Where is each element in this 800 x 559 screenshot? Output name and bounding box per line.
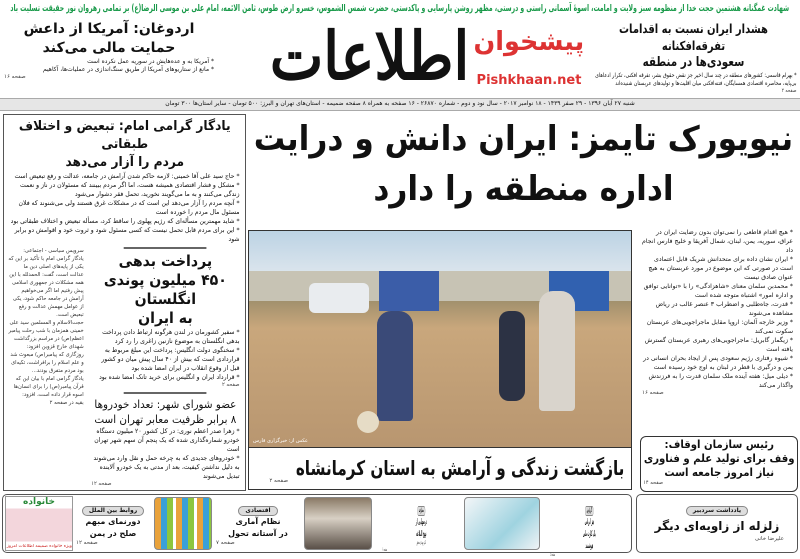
bullet: * سخنگوی دولت انگلیس: پرداخت این مبلغ مربوط به قراردادی است که بیش از ۴۰ سال پیش میان دو کشور قبل از وقوع انقلاب در ایران امضا شده بود [101, 346, 240, 372]
page-ref: صفحه ۶ [382, 547, 387, 553]
date-bar-area [4, 99, 796, 110]
ball [357, 411, 379, 433]
page-ref: صفحه ۲ [221, 382, 240, 388]
headline: وقف برای تولید علم و فناوری [643, 452, 795, 465]
headline: رئیس سازمان اوقاف: [664, 438, 774, 451]
supplement-footer: ویژه خانواده ضمیمه اطلاعات امروز [6, 544, 72, 549]
page-ref: صفحه ۷ [216, 540, 235, 546]
masthead-left-article[interactable] [4, 20, 214, 96]
bullet: * این برای مردم قابل تحمل نیست که کسی مسئول شود و ثروت خود و اقوامش دو برابر شود [14, 226, 240, 243]
teaser-maaref[interactable] [376, 497, 460, 551]
teaser-line: هر ایرانی [584, 517, 594, 526]
watermark-url-area [474, 72, 584, 92]
bullet: * شیوه رفتاری رژیم سعودی پس از ایجاد بحران انسانی در یمن و درگیری با قطر در لبنان به اوج خود رسیده است [643, 355, 793, 371]
main-headline[interactable] [250, 114, 796, 224]
teaser-line: درسهایی از [415, 517, 427, 526]
page-ref: صفحه ۲ [269, 478, 288, 484]
headline-line: اداره منطقه را دارد [372, 169, 674, 209]
section-tag: اقتصادی [238, 506, 277, 516]
page-ref: صفحه ۱۴ [643, 480, 663, 486]
article-imam[interactable] [5, 116, 244, 244]
awqaf-box[interactable] [643, 438, 795, 490]
text: حجت‌الاسلام و المسلمین سید علی خمینی همزمان با شب رحلت پیامبر اعظم(ص) در مراسم بزرگداشت شهدای خارج قزوین افزود: روزگاری که پیامبر(ص) مبعوث شد و علم اسلام را برافراشت، تکیه‌ای بود مردم متفرق بودند... [8, 320, 84, 374]
child [499, 311, 525, 401]
teaser-intl[interactable] [76, 497, 150, 551]
headline: نیاز امروز جامعه است [664, 466, 774, 479]
truck [379, 271, 439, 311]
caption-text: بازگشت زندگی و آرامش به استان کرمانشاه [295, 456, 625, 480]
article-uk-debt[interactable] [86, 252, 244, 389]
side-column [5, 244, 86, 488]
chart-graphic [154, 497, 212, 550]
teaser-report[interactable] [544, 497, 628, 558]
bullet: بی‌پایه، محاصره اقتصادی همسایگان، فتنه‌افکنی میان اقلیت‌ها و تولیدهای عربستان شنیده‌اند [614, 80, 796, 87]
watermark-area [474, 24, 584, 62]
family-title-area [6, 497, 72, 508]
divider [124, 247, 207, 249]
right-column-article[interactable] [636, 228, 798, 433]
divider [124, 392, 207, 394]
headline: ۴۵۰ میلیون پوندی انگلستان [103, 271, 227, 308]
page-ref: صفحه ۱۲ [76, 540, 98, 546]
bullet: * زیگمار گابریل: ماجراجویی‌های رهبری عربستان گسترش یافته است [644, 337, 793, 353]
child [539, 291, 575, 411]
teaser-line: هوشمند [585, 541, 594, 550]
text: یادگار گرامی امام با بیان این که قرآن پیامبر(ص) را برای انسان‌ها اسوه قرار داده است، افزود: [13, 376, 84, 398]
page-ref: صفحه ۲ [781, 88, 796, 94]
bullet: * حاج سید علی آقا خمینی: لازمه حاکم شدن آرامش در جامعه، عدالت و رفع تبعیض است [14, 172, 240, 180]
bullet: * محمدبن سلمان معنای «شاهزادگی» را با «توانایی توافق و اداره امور» اشتباه متوجه شده است [643, 283, 793, 299]
headline: عضو شورای شهر: تعداد خودروها [94, 398, 237, 411]
left-articles-box [5, 116, 244, 489]
headline: ۸ برابر ظرفیت معابر تهران است [94, 413, 237, 426]
watermark: پیشخوان [473, 27, 584, 57]
bullet: * مانع از ستاریوهای آمریکا از طریق سنگ‌اندازی در عملیات‌ها، آکاهیم [43, 66, 214, 73]
banner: شهادت غمگنانه هشتمین حجت خدا از منظومه سبز ولایت و امامت، اسوهٔ آسمانی راستی و درستی، مظهر روشن پارسایی و پاکدستی، حضرت شمس الشموس، خسرو ارض طوس، ثامن الائمه، امام علی بن موسی الرضا(ع) بر تمامی رهروان نور حقیقت تسلیت باد [10, 3, 790, 14]
headline: اردوغان: آمریکا از داعش [23, 21, 195, 37]
caption-page-area [252, 478, 288, 487]
photo-credit: عکس از: خبرگزاری فارس [253, 438, 309, 444]
car [309, 283, 369, 313]
page-ref: صفحه ۱۶ [4, 74, 26, 80]
bullet: * قدرت، جاه‌طلبی و اضطراب ۳ عنصر غالب در ریاض مشاهده می‌شوند [655, 301, 793, 317]
section-tag: روابط بین الملل [82, 506, 144, 516]
teaser-line: نظام آماری [235, 517, 281, 526]
page-ref: صفحه ۱۶ [642, 390, 664, 396]
photo-caption[interactable] [292, 451, 628, 487]
newspaper-logo: اطلاعات [270, 17, 470, 95]
watermark-url: Pishkhaan.net [476, 73, 582, 88]
bullet: * مشکل و فشار اقتصادی همیشه هست، اما اگر مردم ببینند که مسئولان در ناز و نعمت زندگی می‌کنند و به ما می‌گویند نخورید، تحمل فقر دشوار می‌شود [19, 181, 240, 198]
section-tag: گزارش [586, 507, 592, 514]
family-footer-area [6, 543, 72, 550]
bullet: * آنچه مردم را آزار می‌دهد این است که در مشکلات غرق هستند ولی می‌شنوند که فلان مسئول مال مردم را خورده است [18, 199, 240, 216]
bullet: * شاید مهمترین مسأله‌ای که رژیم پهلوی را ساقط کرد، مسأله تبعیض و اختلاف طبقاتی بود [10, 217, 240, 225]
bullet: * هیچ اقدام قاطعی را نمی‌توان بدون رضایت ایران در عراق، سوریه، یمن، لبنان، شمال آفریقا و خلیج فارس انجام داد [641, 229, 793, 254]
text: سرویس سیاسی - اجتماعی: [22, 248, 84, 254]
bullet: * قرارداد ایران و انگلیس برای خرید تانک امضا شده بود [98, 373, 240, 381]
text: یادگار گرامی امام با تأکید بر این که یکی از پایه‌های اصلی دین ما عدالت است، گفت: الحمدلله با این همه مشکلات در جمهوری اسلامی پیش رفتیم اما اگر می‌خواهیم آرامش در جامعه حاکم شود، یکی از عوامل مهمش عدالت و رفع تبعیض است. [8, 256, 84, 318]
portrait-image [304, 497, 372, 550]
teaser-line: صلح در یمن [89, 529, 137, 538]
supplement-title: خانواده [23, 497, 55, 507]
headline-line: نیویورک تایمز: ایران دانش و درایت [253, 119, 793, 159]
headline: هشدار ایران نسبت به اقدامات تفرقه‌افکنانه [618, 21, 768, 53]
bullet: * ایران نشان داده برای متحدانش شریک قابل اعتمادی است در صورتی که این موضوع در مورد عربستان به هیچ عنوان صادق نیست [648, 256, 793, 281]
page-ref: صفحه ۱۲ [90, 481, 112, 487]
bullet: * سفیر کشورمان در لندن هرگونه ارتباط دادن پرداخت بدهی انگلستان به موضوع نازنین زاغری را رد کرد [101, 328, 240, 345]
child [377, 311, 413, 421]
bullet: * خودروهای جدیدی که به چرخه حمل و نقل وارد می‌شوند به دلیل نداشتن کیفیت، بعد از مدتی به یک خودرو آلاینده تبدیل می‌شوند [93, 454, 240, 480]
bullet: * دیلی میل: هفته آینده ملک سلمان قدرت را به فرزندش واگذار می‌کند [648, 373, 793, 389]
main-photo[interactable] [248, 230, 632, 448]
headline: حمایت مالی می‌کند [42, 40, 176, 56]
headline: مردم را آزار می‌دهد [65, 155, 184, 170]
teaser-economy[interactable] [216, 497, 300, 551]
headline: به ایران [137, 309, 193, 327]
page-ref: صفحه ۵ [550, 552, 555, 558]
teaser-line: نهج البلاغه [416, 529, 427, 538]
masthead-right-article[interactable] [590, 20, 796, 96]
editorial-box[interactable] [640, 497, 794, 551]
bullet: * آمریکا به و عده‌هایش در سوریه عمل نکرده است [87, 58, 214, 65]
bullet: * بهرام قاسمی: کشورهای منطقه در چند سال اخیر جز نقض حقوق بشر، تفرقه افکنی، تکرار ادعاهای [594, 72, 796, 79]
section-tag: معارف [418, 507, 424, 514]
headline: پرداخت بدهی [118, 252, 212, 270]
id-card-image [464, 497, 540, 550]
date-bar: شنبه ۲۷ آبان ۱۳۹۶ - ۲۹ صفر ۱۴۳۹ - ۱۸ نوامبر ۲۰۱۷ - سال نود و دوم - شماره ۲۶۸۷۰ - ۱۶ صفحه به همراه ۸ صفحه ضمیمه - استان‌های تهران و البرز: ۵۰۰ تومان - سایر استان‌ها ۳۰۰ تومان [165, 100, 635, 107]
author: علیرضا خانی [754, 536, 784, 542]
article-cars[interactable] [86, 397, 244, 488]
headline: سعودی‌ها در منطقه [642, 55, 744, 70]
logo-area [270, 16, 470, 96]
section-tag: یادداشت سردبیر [686, 506, 748, 516]
teaser-line: در آستانه تحول [228, 529, 288, 538]
author: دکتر مهدی محقق [416, 540, 427, 546]
page-ref: بقیه در صفحه ۲ [49, 400, 84, 406]
teaser-line: یک کارت ملی [582, 529, 596, 538]
headline: زلزله از زاویه‌ای دیگر [654, 519, 780, 533]
headline: یادگار گرامی امام: تبعیض و اختلاف طبقاتی [18, 119, 231, 152]
teaser-line: دورنمای مبهم [85, 517, 141, 526]
bullet: * وزیر خارجه آلمان: اروپا مقابل ماجراجویی‌های عربستان سکوت نمی‌کند [646, 319, 793, 335]
bullet: * زهرا صدر اعظم نوری: در کل کشور ۲۰ میلیون دستگاه خودرو شماره‌گذاری شده که یک پنجم آن سهم شهر تهران است [94, 427, 240, 453]
